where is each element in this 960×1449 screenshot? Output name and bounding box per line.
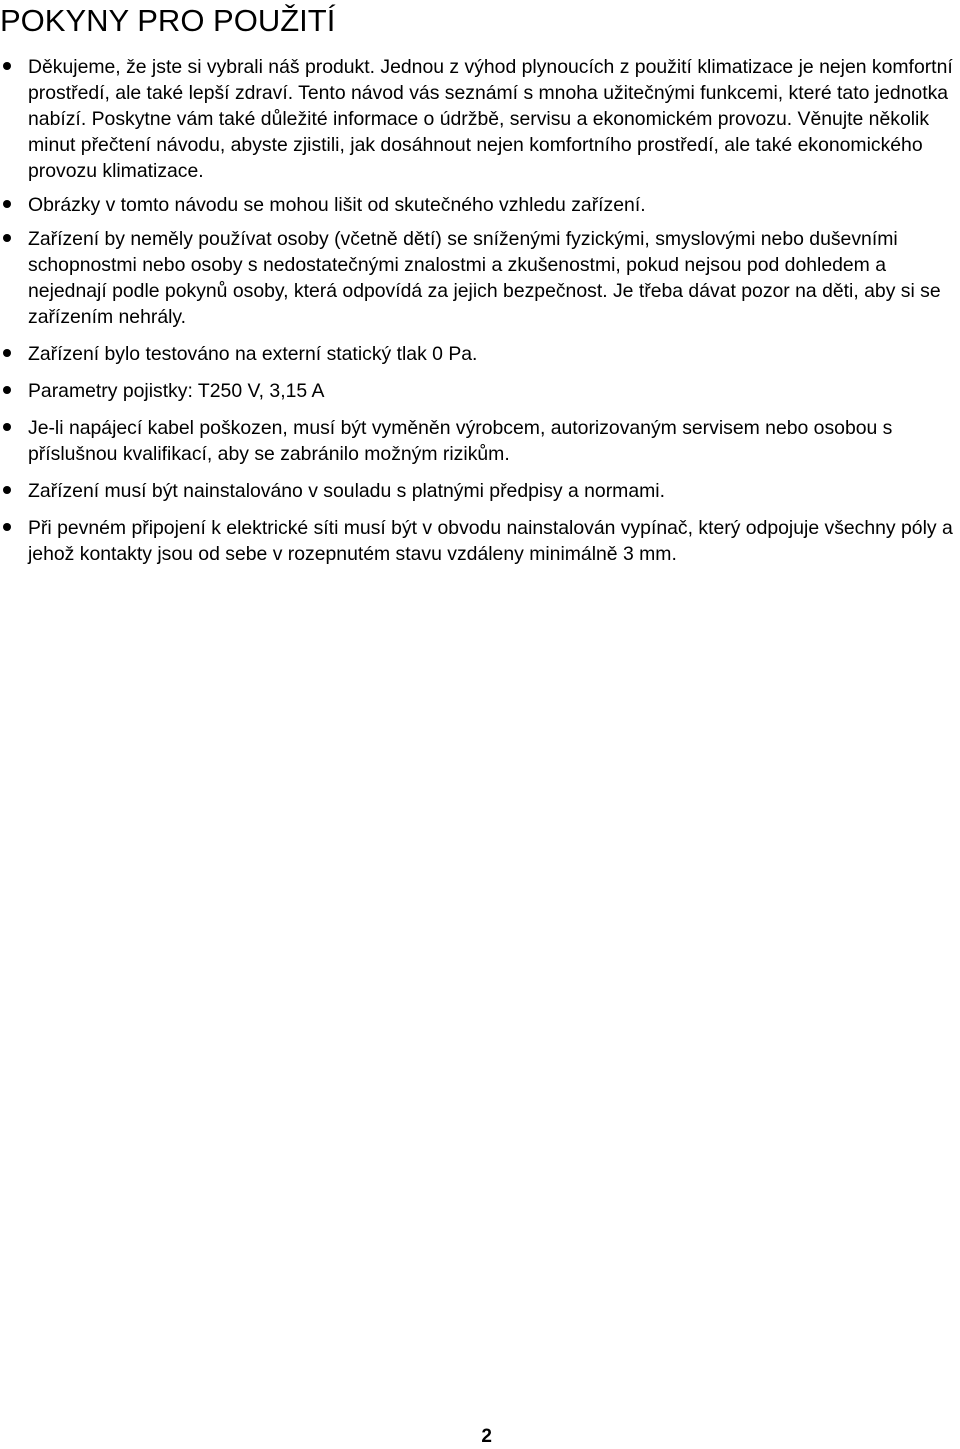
page-number: 2 <box>481 1426 492 1447</box>
page-title: POKYNY PRO POUŽITÍ <box>0 3 336 38</box>
list-item-text: Zařízení musí být nainstalováno v souladu s platnými předpisy a normami. <box>28 480 665 502</box>
list-item-text: Zařízení bylo testováno na externí statický tlak 0 Pa. <box>28 343 478 365</box>
list-item <box>0 515 960 567</box>
list-item-text: Při pevném připojení k elektrické síti musí být v obvodu nainstalován vypínač, který odpojuje všechny póly a jehož kontakty jsou od sebe v rozepnutém stavu vzdáleny minimálně 3 mm. <box>28 517 953 565</box>
bullet-icon <box>3 200 11 208</box>
bullet-icon <box>3 486 11 494</box>
list-item <box>0 478 960 504</box>
list-item-text: Zařízení by neměly používat osoby (včetně dětí) se sníženými fyzickými, smyslovými nebo duševními schopnostmi nebo osoby s nedostatečnými znalostmi a zkušenostmi, pokud nejsou pod dohledem a nejednají podle pokynů osoby, která odpovídá za jejich bezpečnost. Je třeba dávat pozor na děti, aby si se zařízením nehrály. <box>28 228 941 328</box>
list-item-text: Obrázky v tomto návodu se mohou lišit od skutečného vzhledu zařízení. <box>28 194 646 216</box>
bullet-icon <box>3 423 11 431</box>
list-item-text: Je-li napájecí kabel poškozen, musí být vyměněn výrobcem, autorizovaným servisem nebo osobou s příslušnou kvalifikací, aby se zabránilo možným rizikům. <box>28 417 893 465</box>
bullet-icon <box>3 349 11 357</box>
list-item <box>0 226 960 330</box>
list-item <box>0 341 960 367</box>
bullet-icon <box>3 62 11 70</box>
bullet-icon <box>3 386 11 394</box>
list-item <box>0 54 960 184</box>
list-item <box>0 378 960 404</box>
list-item <box>0 415 960 467</box>
instruction-list <box>0 54 960 578</box>
list-item-text: Parametry pojistky: T250 V, 3,15 A <box>28 380 325 402</box>
list-item <box>0 192 960 218</box>
bullet-icon <box>3 523 11 531</box>
bullet-icon <box>3 234 11 242</box>
list-item-text: Děkujeme, že jste si vybrali náš produkt. Jednou z výhod plynoucích z použití klimatizace je nejen komfortní prostředí, ale také lepší zdraví. Tento návod vás seznámí s mnoha užitečnými funkcemi, které tato jednotka nabízí. Poskytne vám také důležité informace o údržbě, servisu a ekonomickém provozu. Věnujte několik minut přečtení návodu, abyste zjistili, jak dosáhnout nejen komfortního prostředí, ale také ekonomického provozu klimatizace. <box>28 56 953 182</box>
